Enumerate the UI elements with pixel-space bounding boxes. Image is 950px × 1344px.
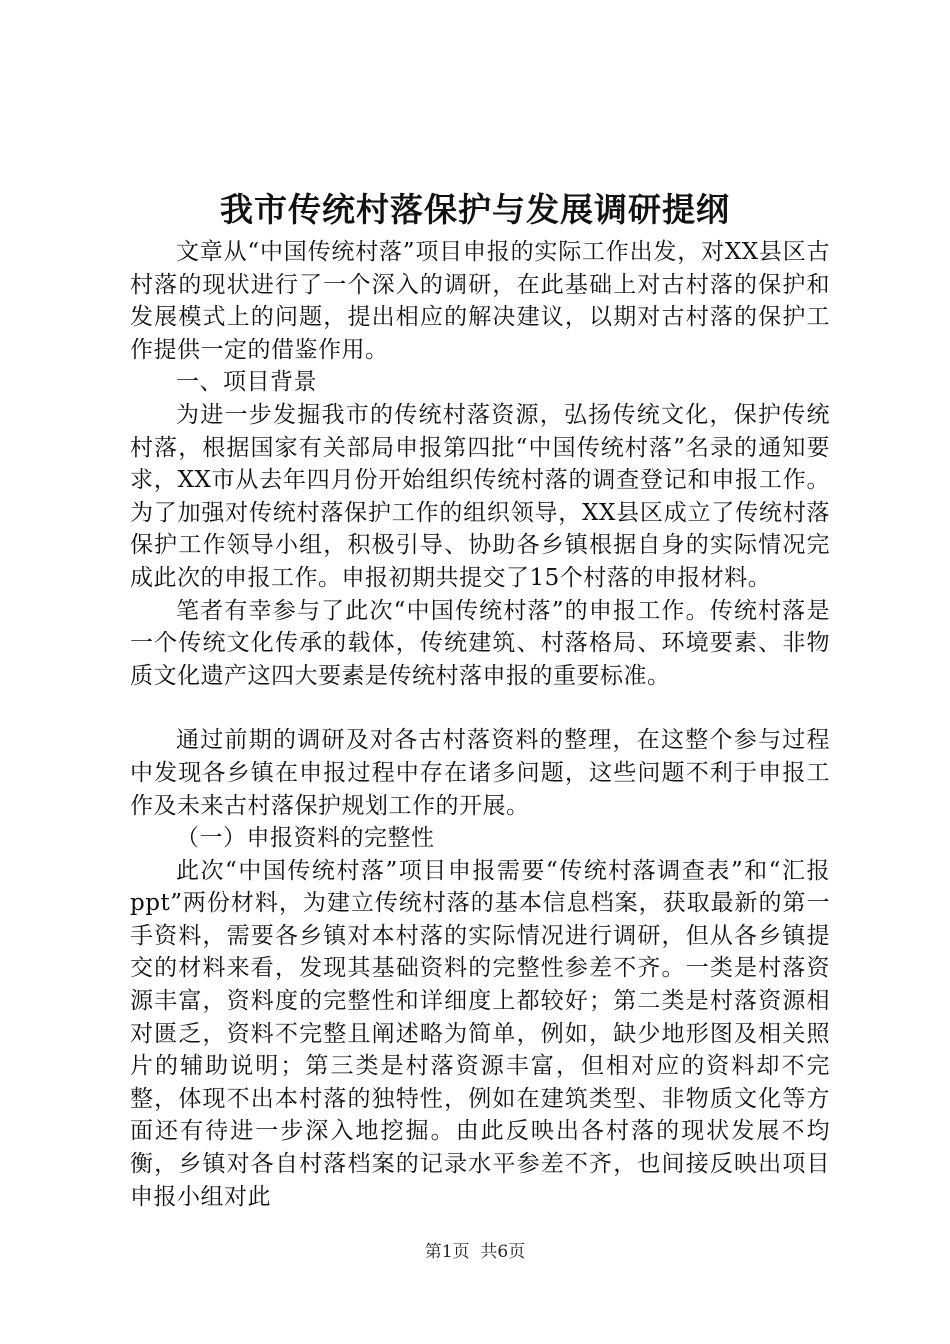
page-footer — [0, 1240, 950, 1264]
paragraph-completeness: 此次“中国传统村落”项目申报需要“传统村落调查表”和“汇报ppt”两份材料，为建立传统村落的基本信息档案，获取最新的第一手资料，需要各乡镇对本村落的实际情况进行调研，但从各乡镇提交的材料来看，发现其基础资料的完整性参差不齐。一类是村落资源丰富，资料度的完整性和详细度上都较好；第二类是村落资源相对匮乏，资料不完整且阐述略为简单，例如，缺少地形图及相关照片的辅助说明；第三类是村落资源丰富，但相对应的资料却不完整，体现不出本村落的独特性，例如在建筑类型、非物质文化等方面还有待进一步深入地挖掘。由此反映出各村落的现状发展不均衡，乡镇对各自村落档案的记录水平参差不齐，也间接反映出项目申报小组对此 — [130, 857, 830, 1210]
section-heading-background: 一、项目背景 — [176, 369, 317, 396]
page-number: 第1页 — [424, 1242, 470, 1262]
document-title: 我市传统村落保护与发展调研提纲 — [220, 190, 730, 229]
subsection-heading-completeness: （一）申报资料的完整性 — [176, 825, 435, 852]
paragraph-findings: 通过前期的调研及对各古村落资料的整理，在这整个参与过程中发现各乡镇在申报过程中存在诸多问题，这些问题不利于申报工作及未来古村落保护规划工作的开展。 — [130, 727, 830, 819]
page-total: 共6页 — [480, 1242, 526, 1262]
paragraph-participation: 笔者有幸参与了此次“中国传统村落”的申报工作。传统村落是一个传统文化传承的载体，传统建筑、村落格局、环境要素、非物质文化遗产这四大要素是传统村落申报的重要标准。 — [130, 597, 830, 689]
document-body — [130, 236, 830, 1213]
paragraph-abstract: 文章从“中国传统村落”项目申报的实际工作出发，对XX县区古村落的现状进行了一个深入的调研，在此基础上对古村落的保护和发展模式上的问题，提出相应的解决建议，以期对古村落的保护工作提供一定的借鉴作用。 — [130, 239, 830, 363]
paragraph-background: 为进一步发掘我市的传统村落资源，弘扬传统文化，保护传统村落，根据国家有关部局申报第四批“中国传统村落”名录的通知要求，XX市从去年四月份开始组织传统村落的调查登记和申报工作。为了加强对传统村落保护工作的组织领导，XX县区成立了传统村落保护工作领导小组，积极引导、协助各乡镇根据自身的实际情况完成此次的申报工作。申报初期共提交了15个村落的申报材料。 — [130, 401, 830, 591]
